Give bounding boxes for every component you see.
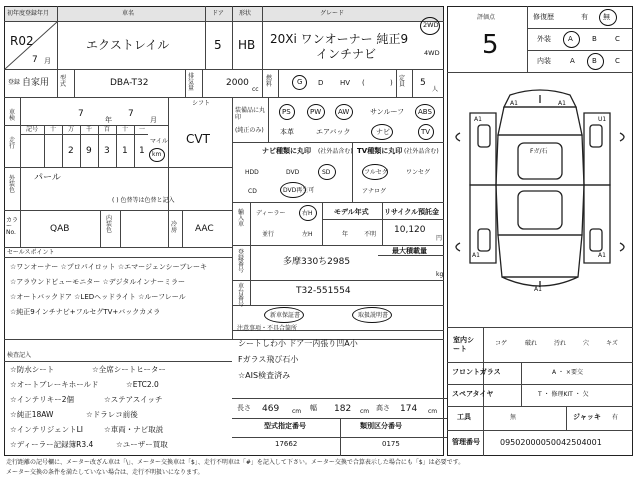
model-label: 車名 [122,10,135,17]
interior-a: A [570,57,575,65]
sales-line-4: ☆純正9インチナビ+フルセグTV+バックカメラ [10,308,161,316]
mileage-digit-4: 1 [122,146,128,156]
mileage-digit-1: 2 [68,146,74,156]
use-label: 登録 [8,79,21,86]
exterior-c: C [615,35,620,43]
use-value: 自家用 [22,78,50,88]
note-3a: ☆インテリキー2個 [10,395,74,404]
shift-value: CVT [186,132,210,146]
mileage-head-4: 百 [104,126,111,133]
max-load-label: 最大積載量 [392,247,427,255]
recycle-amount: 10,120 [394,225,426,235]
jack-label: ジャッキ [573,413,601,421]
repair-no: 無 [603,13,610,21]
equip-abs: ABS [418,108,432,116]
equip-aw: AW [338,108,350,116]
left-handle: 左H [302,231,313,238]
import-dealer: ディーラー [256,210,286,217]
mile-label: マイル [150,138,168,145]
attention-label: 注意事項・不具合箇所 [237,325,298,332]
drive-2wd: 2WD [423,21,439,29]
glass-value: A ・ ×要交 [552,369,583,376]
fuel-hv: HV [340,79,351,87]
equip-airbag: エアバック [316,128,351,136]
type-label: 型式 [60,75,67,88]
fuel-paren-open: ( [362,79,365,87]
mileage-head-2: 万 [68,126,75,133]
repair-yes: 有 [581,13,588,21]
footer-line-1: 走行距離の記号欄に、メーター改ざん車は「\」、メーター交換車は「$」、走行不明車は「#」を記入して下さい。メーター交換で合算表示した場合にも「$」は必要です。 [6,459,465,466]
sales-line-1: ☆ワンオーナー ☆プロパイロット ☆エマージェンシーブレーキ [10,263,208,271]
exterior-grade-label: 外装 [537,35,551,43]
diagram-mark-7: A1 [534,286,542,293]
seat-opt-1: コゲ [495,340,508,347]
nav-title: ナビ種類に丸印 [262,147,311,155]
inspection-month: 7 [128,109,134,119]
equip-leather: 本革 [280,128,294,136]
interior-c: C [615,57,620,65]
diagram-mark-1: A1 [510,100,518,107]
inspector-label: 検査記入 [7,352,32,359]
designation-value: 17662 [275,440,298,448]
glass-label: フロントガラス [452,368,501,376]
displacement-label: 排気量 [188,73,195,92]
interior-grade-label: 内装 [537,57,551,65]
mgmt-label: 管理番号 [452,438,480,446]
tv-fullseg: フルセグ [364,169,388,176]
tv-title: TV種類に丸印 [357,147,403,155]
first-reg-month: 7 [32,55,38,65]
km-label: km [152,151,162,158]
diagram-center-mark: Fガ/石 [530,148,548,155]
sales-line-3: ☆オートバックドア ☆LEDヘッドライト ☆ルーフレール [10,293,186,301]
note-6b: ☆ユーザー買取 [116,440,168,449]
grade-line1: 20Xi ワンオーナー 純正9 [270,32,409,46]
grade-label: グレード [320,10,345,17]
car-damage-diagram [448,73,632,327]
note-5b: ☆車両・ナビ取説 [104,425,164,434]
exterior-a: A [568,35,573,43]
category-value: 0175 [382,440,400,448]
exterior-label: 外装色 [9,175,16,194]
seat-opt-3: 汚れ [554,340,567,347]
ac-label: 冷房 [171,221,178,234]
footer-line-2: メーター交換の条件を満たしていない場合は、走行不明扱いになります。 [6,469,204,476]
equip-pw: PW [310,108,322,116]
tv-analog: アナログ [362,188,387,195]
nav-sub: (社外品含む) [318,148,353,155]
nav-sd: SD [322,169,331,176]
model-year-unknown: 不明 [364,231,377,238]
first-reg-year: R02 [10,34,34,48]
attention-3: ☆AIS検査済み [238,371,291,380]
nav-dvdplay: DVD再生可 [283,187,315,194]
height-unit: cm [428,408,438,415]
doors-value: 5 [214,38,222,52]
diagram-mark-2: A1 [558,100,566,107]
recycle-label: リサイクル預託金 [384,208,440,216]
interior-b: B [592,57,597,65]
recycle-unit: 円 [436,235,443,242]
equip-tv: TV [421,128,431,136]
note-1b: ☆全席シートヒーター [92,365,166,374]
equip-title: 装備品に丸印 [235,107,266,121]
mgmt-value: 09502000050042504001 [500,438,602,447]
vin-label: 車台番号 [238,283,245,308]
first-reg-month-unit: 月 [44,57,51,65]
exterior-note: ( ) 色替等は色替と記入 [112,197,175,204]
width-value: 182 [334,404,352,414]
width-label: 幅 [310,404,317,412]
model-year-label: モデル年式 [334,208,369,216]
seat-label: 室内シート [453,336,474,354]
tools-label: 工具 [457,413,471,421]
color-code-label: カラー No. [6,217,19,236]
note-5a: ☆インテリジェントLI [10,425,83,434]
nav-dvd: DVD [286,169,300,176]
repair-label: 修復歴 [533,13,554,21]
mileage-head-1: 十 [50,126,57,133]
shape-value: HB [238,38,256,52]
mileage-digit-3: 3 [104,146,110,156]
tv-sub: (社外品含む) [404,148,439,155]
attention-1: シートしわ小 ドア一内張り凹A小 [238,339,358,348]
grade-line2: インチナビ [316,47,377,61]
capacity-value: 5 [420,78,426,88]
diagram-mark-3: A1 [474,116,482,123]
right-handle: 右H [302,210,313,217]
length-unit: cm [292,408,302,415]
note-4a: ☆純正18AW [10,410,54,419]
interior-color-label: 内装色 [106,215,113,234]
nav-hdd: HDD [245,169,259,176]
diagram-mark-6: A1 [598,252,606,259]
model-year-year: 年 [342,231,349,238]
displacement-value: 2000 [226,78,249,88]
shape-label: 形状 [239,10,252,17]
height-label: 高さ [376,404,390,412]
inspection-year-unit: 年 [105,116,112,124]
designation-label: 型式指定番号 [264,422,306,430]
import-parallel: 並行 [262,231,275,238]
seat-opt-2: 破れ [525,340,538,347]
nav-cd: CD [248,188,257,195]
plate-value: 多摩330ち2985 [283,257,351,267]
note-6a: ☆ディーラー記録簿R3.4 [10,440,94,449]
note-2a: ☆オートブレーキホールド [10,380,99,389]
equip-subtitle: (純正のみ) [235,127,264,134]
mileage-head-6: 一 [139,126,146,133]
mileage-head-0: 記号 [26,126,39,133]
new-warranty: 新車保証書 [270,312,301,319]
mileage-label: 走行 [9,137,16,150]
height-value: 174 [400,404,418,414]
equip-ps: PS [282,108,291,116]
note-1a: ☆防水シート [10,365,55,374]
fuel-d: D [318,79,324,87]
model-name: エクストレイル [86,38,170,52]
displacement-unit: cc [252,86,259,93]
sales-line-2: ☆アラウンドビューモニター ☆デジタルインナーミラー [10,278,186,286]
equip-sunroof: サンルーフ [370,108,405,116]
fuel-label: 燃料 [266,75,273,88]
type-value: DBA-T32 [110,78,149,88]
note-4b: ☆ドラレコ前後 [86,410,138,419]
diagram-mark-5: A1 [472,252,480,259]
color-code-value: QAB [50,224,70,234]
note-2b: ☆ETC2.0 [126,380,159,389]
jack-value: 有 [612,414,619,421]
exterior-color: パール [34,173,61,183]
spare-value: T ・ 修理KIT ・ 欠 [538,391,589,398]
length-value: 469 [262,404,280,414]
seat-opt-4: 穴 [583,340,590,347]
mileage-head-5: 十 [122,126,129,133]
spare-label: スペアタイヤ [452,390,494,398]
mileage-digit-5: 1 [139,146,145,156]
inspection-label: 車検 [9,109,16,122]
fuel-paren-close: ) [390,79,393,87]
score-value: 5 [482,30,499,60]
sales-points-label: セールスポイント [7,249,55,256]
inspection-year: 7 [78,109,84,119]
shift-label: シフト [192,100,211,107]
capacity-unit: 人 [432,86,439,93]
category-label: 類別区分番号 [360,422,402,430]
exterior-b: B [592,35,597,43]
length-label: 長さ [237,404,251,412]
tools-value: 無 [510,414,517,421]
attention-2: Fガラス飛び石小 [238,355,299,364]
seat-opt-5: キズ [606,340,618,347]
inspection-month-unit: 月 [150,116,157,124]
equip-navi: ナビ [376,128,390,136]
manual: 取扱説明書 [358,312,389,319]
score-label: 評価点 [477,14,496,21]
ac-value: AAC [195,224,214,234]
doors-label: ドア [212,10,224,17]
plate-label: 登録番号 [238,249,245,274]
capacity-label: 定員 [399,75,406,88]
diagram-mark-4: U1 [598,116,607,123]
max-load-unit: kg [436,271,444,278]
note-3b: ☆ステアスイッチ [104,395,163,404]
import-label: 輸入車 [238,209,245,228]
mileage-head-3: 千 [86,126,93,133]
tv-oneseg: ワンセグ [406,169,431,176]
mileage-digit-2: 9 [86,146,92,156]
width-unit: cm [360,408,370,415]
drive-4wd: 4WD [424,49,440,57]
first-reg-label: 初年度登録年月 [7,10,50,17]
fuel-g: G [297,78,303,86]
vin-value: T32-551554 [296,286,351,296]
